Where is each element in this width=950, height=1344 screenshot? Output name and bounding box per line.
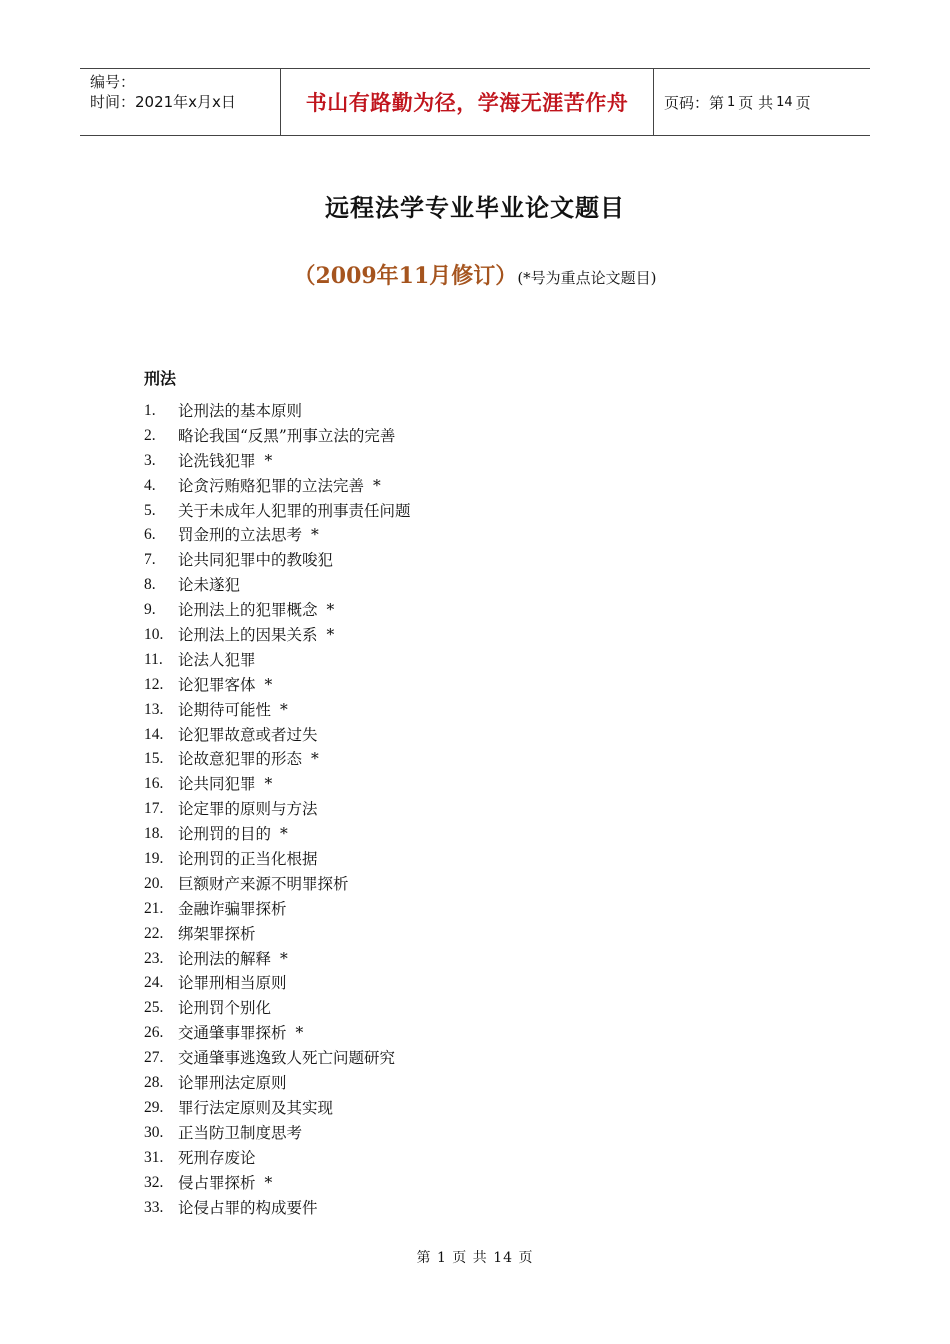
section-title: 刑法 [144,369,177,388]
item-text: 侵占罪探析 [178,1173,256,1192]
item-number: 18. [144,825,164,843]
header-motto: 书山有路勤为径，学海无涯苦作舟 [281,69,654,135]
item-number: 6. [144,526,156,544]
list-item [144,748,411,773]
page-footer: 第 1 页 共 14 页 [416,1250,534,1266]
item-number: 8. [144,576,156,594]
list-item [144,624,411,649]
item-number: 23. [144,949,164,967]
item-number: 24. [144,974,164,992]
key-topic-mark: * [280,825,288,844]
list-item [144,798,411,823]
item-text: 论刑罚个别化 [178,999,272,1018]
item-number: 19. [144,850,164,868]
item-text: 交通肇事罪探析 [178,1024,287,1043]
item-number: 31. [144,1148,164,1166]
item-text: 死刑存废论 [178,1148,256,1167]
item-text: 罚金刑的立法思考 [178,526,303,545]
item-text: 绑架罪探析 [178,924,256,943]
list-item [144,674,411,699]
page-prefix: 页码：第 [664,93,725,112]
list-item [144,574,411,599]
list-item [144,948,411,973]
list-item [144,500,411,525]
list-item [144,1172,411,1197]
item-number: 27. [144,1049,164,1067]
item-number: 15. [144,750,164,768]
item-number: 9. [144,601,156,619]
document-subtitle [0,259,950,290]
item-text: 交通肇事逃逸致人死亡问题研究 [178,1049,396,1068]
item-number: 25. [144,999,164,1017]
item-number: 20. [144,874,164,892]
item-text: 论刑法上的犯罪概念 [178,601,318,620]
key-topic-mark: * [280,949,288,968]
item-number: 30. [144,1123,164,1141]
serial-label: 编号： [90,73,136,91]
key-topic-mark: * [280,700,288,719]
item-text: 略论我国“反黑”刑事立法的完善 [178,426,396,445]
item-text: 论刑法的解释 [178,949,272,968]
list-item [144,425,411,450]
item-number: 21. [144,899,164,917]
item-text: 论侵占罪的构成要件 [178,1198,318,1217]
item-text: 论期待可能性 [178,700,272,719]
list-item [144,1197,411,1222]
item-text: 关于未成年人犯罪的刑事责任问题 [178,501,411,520]
list-item [144,1147,411,1172]
item-text: 论犯罪客体 [178,675,256,694]
item-number: 32. [144,1173,164,1191]
item-number: 13. [144,700,164,718]
list-item [144,1022,411,1047]
item-text: 罪行法定原则及其实现 [178,1098,334,1117]
item-text: 正当防卫制度思考 [178,1123,303,1142]
key-topic-mark: * [373,476,381,495]
item-number: 29. [144,1098,164,1116]
key-topic-mark: * [326,626,335,645]
list-item [144,972,411,997]
list-item [144,898,411,923]
item-number: 2. [144,426,156,444]
list-item [144,848,411,873]
list-item [144,699,411,724]
item-text: 巨额财产来源不明罪探析 [178,874,349,893]
list-item [144,923,411,948]
page-total: 14 [776,94,793,110]
item-number: 7. [144,551,156,569]
item-text: 论贪污贿赂犯罪的立法完善 [178,476,365,495]
item-text: 金融诈骗罪探析 [178,899,287,918]
item-number: 10. [144,626,164,644]
item-text: 论定罪的原则与方法 [178,800,318,819]
item-number: 4. [144,476,156,494]
item-number: 11. [144,650,163,668]
item-number: 16. [144,775,164,793]
list-item [144,599,411,624]
item-text: 论刑罚的目的 [178,825,272,844]
item-number: 3. [144,451,156,469]
item-text: 论共同犯罪中的教唆犯 [178,551,334,570]
key-topic-mark: * [264,675,273,694]
item-text: 论刑法的基本原则 [178,402,303,420]
list-item [144,1047,411,1072]
list-item [144,400,411,425]
list-item [144,1072,411,1097]
key-topic-mark: * [264,451,273,470]
item-text: 论罪刑法定原则 [178,1074,287,1093]
item-text: 论共同犯罪 [178,775,256,794]
key-topic-mark: * [264,1173,273,1192]
key-topic-mark: * [326,601,335,620]
page-current: 1 [727,94,736,110]
list-item [144,475,411,500]
key-topic-mark: * [295,1024,304,1043]
document-title: 远程法学专业毕业论文题目 [325,194,625,222]
list-item [144,873,411,898]
list-item [144,1097,411,1122]
list-item [144,549,411,574]
topic-list [144,400,411,1221]
key-topic-mark: * [311,526,319,545]
item-number: 33. [144,1198,164,1216]
item-text: 论法人犯罪 [178,650,256,669]
item-number: 5. [144,501,156,519]
key-topic-mark: * [311,750,319,769]
star-note: (*号为重点论文题目) [517,269,657,287]
page-suffix: 页 [795,93,811,112]
item-number: 17. [144,800,164,818]
item-text: 论洗钱犯罪 [178,451,256,470]
item-text: 论罪刑相当原则 [178,974,287,993]
header-page-info [654,69,870,135]
header-meta [80,69,281,135]
item-number: 22. [144,924,164,942]
item-number: 28. [144,1074,164,1092]
list-item [144,997,411,1022]
page-mid: 页 共 [738,93,774,112]
list-item [144,649,411,674]
list-item [144,450,411,475]
item-text: 论刑罚的正当化根据 [178,850,318,869]
item-number: 14. [144,725,164,743]
item-text: 论故意犯罪的形态 [178,750,303,769]
item-text: 论未遂犯 [178,576,241,595]
page-header [80,68,870,136]
time-text: 时间：2021年x月x日 [90,93,236,111]
item-number: 26. [144,1024,164,1042]
item-text: 论刑法上的因果关系 [178,626,318,645]
item-number: 1. [144,402,156,419]
list-item [144,524,411,549]
list-item [144,1122,411,1147]
item-text: 论犯罪故意或者过失 [178,725,318,744]
list-item [144,773,411,798]
revision-date: （2009年11月修订） [293,263,518,289]
key-topic-mark: * [264,775,273,794]
list-item [144,823,411,848]
item-number: 12. [144,675,164,693]
list-item [144,724,411,749]
